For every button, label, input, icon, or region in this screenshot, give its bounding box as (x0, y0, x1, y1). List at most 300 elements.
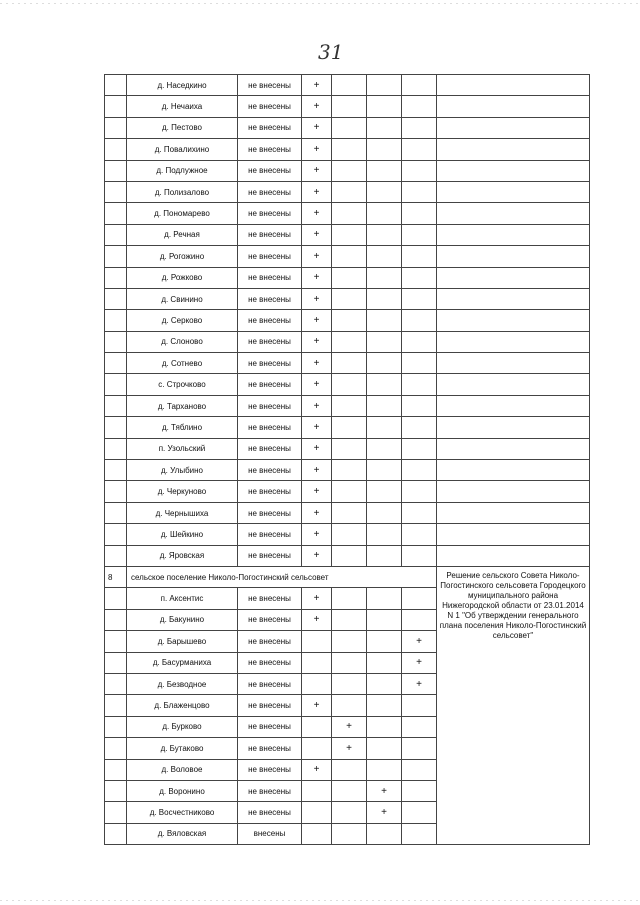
mark-cell: + (332, 716, 367, 737)
mark-cell (402, 374, 437, 395)
mark-cell (367, 481, 402, 502)
settlement-name: д. Слоново (127, 331, 238, 352)
mark-cell (367, 374, 402, 395)
mark-cell: + (302, 267, 332, 288)
mark-cell (332, 246, 367, 267)
note-cell-empty (437, 545, 590, 566)
status-cell: не внесены (238, 738, 302, 759)
status-cell: не внесены (238, 181, 302, 202)
row-number-cell (105, 267, 127, 288)
mark-cell: + (302, 524, 332, 545)
row-number-cell (105, 96, 127, 117)
mark-cell (367, 203, 402, 224)
page-number: 31 (318, 40, 344, 64)
note-cell-empty (437, 524, 590, 545)
mark-cell (302, 802, 332, 823)
row-number-cell (105, 759, 127, 780)
status-cell: не внесены (238, 652, 302, 673)
status-cell: не внесены (238, 331, 302, 352)
row-number-cell (105, 75, 127, 96)
mark-cell (367, 181, 402, 202)
status-cell: не внесены (238, 438, 302, 459)
table-row (105, 310, 590, 331)
mark-cell (332, 288, 367, 309)
mark-cell (367, 160, 402, 181)
status-cell: не внесены (238, 502, 302, 523)
settlement-name: д. Безводное (127, 673, 238, 694)
mark-cell: + (302, 417, 332, 438)
mark-cell (302, 780, 332, 801)
note-cell-empty (437, 502, 590, 523)
mark-cell (332, 353, 367, 374)
settlements-table (104, 74, 590, 845)
row-number-cell (105, 738, 127, 759)
mark-cell (402, 759, 437, 780)
mark-cell (402, 417, 437, 438)
settlement-name: д. Подлужное (127, 160, 238, 181)
row-number-cell (105, 203, 127, 224)
mark-cell (367, 823, 402, 844)
mark-cell (332, 75, 367, 96)
mark-cell (402, 780, 437, 801)
settlement-name: д. Барышево (127, 631, 238, 652)
mark-cell (402, 117, 437, 138)
status-cell: внесены (238, 823, 302, 844)
mark-cell (367, 460, 402, 481)
row-number-cell (105, 374, 127, 395)
mark-cell: + (302, 117, 332, 138)
note-cell-empty (437, 181, 590, 202)
row-number-cell (105, 460, 127, 481)
table-row (105, 117, 590, 138)
status-cell: не внесены (238, 481, 302, 502)
mark-cell (402, 203, 437, 224)
note-cell-empty (437, 203, 590, 224)
mark-cell: + (302, 438, 332, 459)
status-cell: не внесены (238, 246, 302, 267)
mark-cell (402, 139, 437, 160)
mark-cell (402, 438, 437, 459)
row-number-cell (105, 417, 127, 438)
mark-cell: + (302, 395, 332, 416)
table-row (105, 545, 590, 566)
mark-cell (367, 588, 402, 609)
mark-cell (332, 417, 367, 438)
mark-cell: + (402, 673, 437, 694)
mark-cell (332, 502, 367, 523)
row-number-cell (105, 160, 127, 181)
row-number-cell (105, 802, 127, 823)
row-number-cell (105, 673, 127, 694)
mark-cell (332, 823, 367, 844)
settlement-name: д. Вяловская (127, 823, 238, 844)
mark-cell: + (367, 780, 402, 801)
settlement-name: д. Серково (127, 310, 238, 331)
note-cell-empty (437, 117, 590, 138)
mark-cell: + (302, 759, 332, 780)
mark-cell: + (302, 460, 332, 481)
row-number-cell (105, 524, 127, 545)
row-number-cell (105, 481, 127, 502)
mark-cell (402, 246, 437, 267)
settlement-name: д. Бутаково (127, 738, 238, 759)
row-number-cell (105, 545, 127, 566)
settlement-name: д. Полизалово (127, 181, 238, 202)
note-cell-empty (437, 353, 590, 374)
mark-cell (302, 652, 332, 673)
mark-cell (367, 224, 402, 245)
table-row (105, 139, 590, 160)
note-cell-empty (437, 310, 590, 331)
settlement-name: д. Рожково (127, 267, 238, 288)
note-cell-empty (437, 438, 590, 459)
status-cell: не внесены (238, 780, 302, 801)
section-title: сельское поселение Николо-Погостинский сельсовет (127, 566, 437, 587)
row-number-cell (105, 609, 127, 630)
table-row (105, 395, 590, 416)
mark-cell (367, 246, 402, 267)
status-cell: не внесены (238, 267, 302, 288)
settlement-name: д. Блаженцово (127, 695, 238, 716)
mark-cell (367, 524, 402, 545)
settlement-name: п. Аксентис (127, 588, 238, 609)
mark-cell (367, 502, 402, 523)
mark-cell: + (302, 310, 332, 331)
row-number-cell (105, 395, 127, 416)
mark-cell (402, 716, 437, 737)
mark-cell (332, 139, 367, 160)
mark-cell (332, 631, 367, 652)
mark-cell (367, 395, 402, 416)
mark-cell: + (402, 631, 437, 652)
status-cell: не внесены (238, 139, 302, 160)
mark-cell (367, 759, 402, 780)
row-number-cell (105, 117, 127, 138)
status-cell: не внесены (238, 310, 302, 331)
row-number-cell (105, 224, 127, 245)
mark-cell (367, 673, 402, 694)
status-cell: не внесены (238, 395, 302, 416)
mark-cell (332, 481, 367, 502)
mark-cell (367, 267, 402, 288)
status-cell: не внесены (238, 759, 302, 780)
mark-cell (332, 652, 367, 673)
row-number-cell (105, 588, 127, 609)
mark-cell (302, 823, 332, 844)
settlement-name: д. Речная (127, 224, 238, 245)
settlement-name: д. Воловое (127, 759, 238, 780)
status-cell: не внесены (238, 588, 302, 609)
mark-cell (332, 96, 367, 117)
section-number: 8 (105, 566, 127, 587)
settlement-name: д. Черкуново (127, 481, 238, 502)
mark-cell (332, 181, 367, 202)
row-number-cell (105, 502, 127, 523)
mark-cell (402, 460, 437, 481)
mark-cell (332, 438, 367, 459)
mark-cell (332, 524, 367, 545)
status-cell: не внесены (238, 203, 302, 224)
note-cell-empty (437, 460, 590, 481)
table-row (105, 160, 590, 181)
settlement-name: д. Тяблино (127, 417, 238, 438)
mark-cell (367, 331, 402, 352)
settlement-name: д. Нечаиха (127, 96, 238, 117)
mark-cell (367, 310, 402, 331)
mark-cell: + (302, 353, 332, 374)
row-number-cell (105, 353, 127, 374)
mark-cell (402, 96, 437, 117)
mark-cell (367, 75, 402, 96)
row-number-cell (105, 631, 127, 652)
mark-cell (332, 310, 367, 331)
settlement-name: д. Восчестниково (127, 802, 238, 823)
scan-artifact-bottom (0, 900, 640, 901)
settlement-name: д. Яровская (127, 545, 238, 566)
mark-cell (367, 438, 402, 459)
table-row (105, 75, 590, 96)
settlement-name: д. Улыбино (127, 460, 238, 481)
note-cell-empty (437, 374, 590, 395)
status-cell: не внесены (238, 160, 302, 181)
table-row (105, 438, 590, 459)
row-number-cell (105, 288, 127, 309)
settlement-name: д. Пестово (127, 117, 238, 138)
status-cell: не внесены (238, 673, 302, 694)
mark-cell: + (302, 203, 332, 224)
note-cell-empty (437, 224, 590, 245)
mark-cell (367, 117, 402, 138)
status-cell: не внесены (238, 117, 302, 138)
mark-cell (402, 395, 437, 416)
settlement-name: д. Чернышиха (127, 502, 238, 523)
status-cell: не внесены (238, 224, 302, 245)
mark-cell (402, 224, 437, 245)
mark-cell (402, 75, 437, 96)
row-number-cell (105, 310, 127, 331)
status-cell: не внесены (238, 716, 302, 737)
mark-cell (367, 609, 402, 630)
mark-cell (367, 716, 402, 737)
mark-cell (302, 738, 332, 759)
mark-cell: + (302, 588, 332, 609)
row-number-cell (105, 246, 127, 267)
mark-cell (332, 395, 367, 416)
mark-cell: + (302, 160, 332, 181)
section-note: Решение сельского Совета Николо-Погостинского сельсовета Городецкого муниципального района Нижегородской области от 23.01.2014 N 1 "Об утверждении генерального плана поселения Николо-Погостинский сельсовет" (437, 566, 590, 844)
mark-cell: + (302, 695, 332, 716)
row-number-cell (105, 695, 127, 716)
note-cell-empty (437, 481, 590, 502)
settlement-name: д. Басурманиха (127, 652, 238, 673)
table-row (105, 181, 590, 202)
mark-cell: + (302, 545, 332, 566)
mark-cell (332, 780, 367, 801)
mark-cell: + (302, 224, 332, 245)
mark-cell (402, 588, 437, 609)
table-row (105, 224, 590, 245)
mark-cell: + (332, 738, 367, 759)
settlement-name: д. Воронино (127, 780, 238, 801)
mark-cell (367, 288, 402, 309)
settlement-name: д. Бакунино (127, 609, 238, 630)
note-cell-empty (437, 395, 590, 416)
status-cell: не внесены (238, 288, 302, 309)
table-row (105, 267, 590, 288)
status-cell: не внесены (238, 353, 302, 374)
table-row (105, 524, 590, 545)
mark-cell (367, 417, 402, 438)
table-row (105, 246, 590, 267)
mark-cell (367, 96, 402, 117)
row-number-cell (105, 716, 127, 737)
mark-cell: + (402, 652, 437, 673)
mark-cell (332, 374, 367, 395)
mark-cell: + (302, 139, 332, 160)
mark-cell (332, 460, 367, 481)
table-row (105, 96, 590, 117)
row-number-cell (105, 652, 127, 673)
mark-cell (402, 545, 437, 566)
mark-cell (402, 524, 437, 545)
note-cell-empty (437, 160, 590, 181)
row-number-cell (105, 823, 127, 844)
settlement-name: д. Тарханово (127, 395, 238, 416)
settlement-name: д. Бурково (127, 716, 238, 737)
row-number-cell (105, 139, 127, 160)
mark-cell (402, 481, 437, 502)
note-cell-empty (437, 267, 590, 288)
mark-cell: + (302, 374, 332, 395)
mark-cell (332, 695, 367, 716)
note-cell-empty (437, 288, 590, 309)
mark-cell (332, 609, 367, 630)
mark-cell: + (302, 481, 332, 502)
status-cell: не внесены (238, 460, 302, 481)
mark-cell (402, 267, 437, 288)
table-row (105, 460, 590, 481)
status-cell: не внесены (238, 524, 302, 545)
mark-cell (367, 139, 402, 160)
table-row (105, 288, 590, 309)
table-row (105, 353, 590, 374)
status-cell: не внесены (238, 609, 302, 630)
mark-cell: + (302, 181, 332, 202)
note-cell-empty (437, 96, 590, 117)
status-cell: не внесены (238, 695, 302, 716)
mark-cell: + (302, 246, 332, 267)
note-cell-empty (437, 246, 590, 267)
note-cell-empty (437, 139, 590, 160)
status-cell: не внесены (238, 374, 302, 395)
mark-cell (402, 738, 437, 759)
status-cell: не внесены (238, 417, 302, 438)
mark-cell (302, 716, 332, 737)
mark-cell: + (302, 609, 332, 630)
mark-cell (367, 631, 402, 652)
mark-cell (402, 502, 437, 523)
mark-cell (332, 203, 367, 224)
table-row (105, 374, 590, 395)
mark-cell (332, 160, 367, 181)
mark-cell: + (302, 96, 332, 117)
mark-cell (402, 160, 437, 181)
settlement-name: д. Свинино (127, 288, 238, 309)
mark-cell (302, 631, 332, 652)
settlement-name: д. Наседкино (127, 75, 238, 96)
settlement-name: п. Узольский (127, 438, 238, 459)
mark-cell (332, 331, 367, 352)
mark-cell (402, 802, 437, 823)
mark-cell (332, 759, 367, 780)
mark-cell (402, 609, 437, 630)
mark-cell: + (302, 288, 332, 309)
mark-cell (367, 545, 402, 566)
mark-cell (367, 353, 402, 374)
note-cell-empty (437, 331, 590, 352)
mark-cell (332, 802, 367, 823)
mark-cell (402, 823, 437, 844)
table-body (105, 75, 590, 845)
status-cell: не внесены (238, 802, 302, 823)
section-row (105, 566, 590, 587)
mark-cell (302, 673, 332, 694)
settlement-name: д. Сотнево (127, 353, 238, 374)
mark-cell (402, 695, 437, 716)
settlement-name: д. Повалихино (127, 139, 238, 160)
status-cell: не внесены (238, 631, 302, 652)
mark-cell (332, 545, 367, 566)
row-number-cell (105, 780, 127, 801)
settlement-name: д. Шейкино (127, 524, 238, 545)
mark-cell (332, 267, 367, 288)
status-cell: не внесены (238, 545, 302, 566)
mark-cell (367, 695, 402, 716)
mark-cell (332, 117, 367, 138)
mark-cell (367, 738, 402, 759)
status-cell: не внесены (238, 75, 302, 96)
table-row (105, 203, 590, 224)
table-row (105, 502, 590, 523)
status-cell: не внесены (238, 96, 302, 117)
mark-cell: + (302, 75, 332, 96)
mark-cell (402, 331, 437, 352)
table-row (105, 481, 590, 502)
mark-cell (402, 310, 437, 331)
mark-cell (332, 588, 367, 609)
settlement-name: с. Строчково (127, 374, 238, 395)
row-number-cell (105, 181, 127, 202)
table-row (105, 417, 590, 438)
row-number-cell (105, 438, 127, 459)
mark-cell (402, 288, 437, 309)
mark-cell (332, 673, 367, 694)
mark-cell: + (302, 502, 332, 523)
mark-cell: + (302, 331, 332, 352)
mark-cell: + (367, 802, 402, 823)
mark-cell (402, 181, 437, 202)
note-cell-empty (437, 75, 590, 96)
settlement-name: д. Пономарево (127, 203, 238, 224)
settlement-name: д. Рогожино (127, 246, 238, 267)
table-row (105, 331, 590, 352)
note-cell-empty (437, 417, 590, 438)
row-number-cell (105, 331, 127, 352)
mark-cell (332, 224, 367, 245)
mark-cell (367, 652, 402, 673)
scan-artifact-top (0, 3, 640, 4)
mark-cell (402, 353, 437, 374)
